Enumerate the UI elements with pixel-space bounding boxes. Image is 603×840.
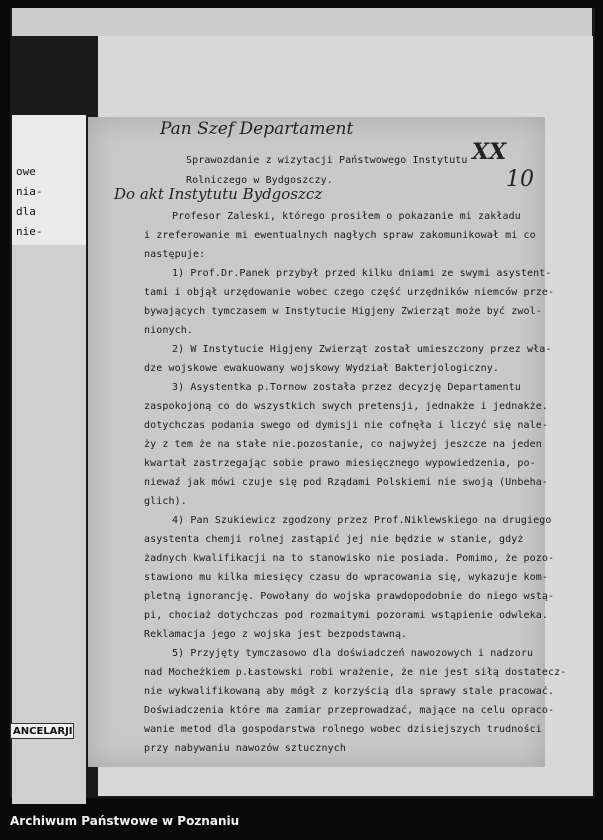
body-line: dotychczas podania swego od dymisji nie cofnęła i liczyć się nale-	[144, 420, 548, 431]
body-line: Doświadczenia które ma zamiar przeprowadzać, mające na celu opraco-	[144, 705, 555, 716]
body-line: 4) Pan Szukiewicz zgodzony przez Prof.Niklewskiego na drugiego	[172, 515, 552, 526]
body-line: 2) W Instytucie Higjeny Zwierząt został umieszczony przez wła-	[172, 344, 552, 355]
body-line: asystenta chemji rolnej zastąpić jej nie będzie w stanie, gdyż	[144, 534, 524, 545]
archive-label: Archiwum Państwowe w Poznaniu	[10, 814, 240, 828]
body-line: 3) Asystentka p.Tornow została przez decyzję Departamentu	[172, 382, 521, 393]
body-line: ży z tem że na stałe nie.pozostanie, co najwyżej jeszcze na jeden	[144, 439, 542, 450]
body-line: stawiono mu kilka miesięcy czasu do wpracowania się, wykazuje kom-	[144, 572, 548, 583]
body-line: Reklamacja jego z wojska jest bezpodstawną.	[144, 629, 408, 640]
handwritten-page-number: 10	[506, 167, 534, 192]
body-line: wanie metod dla gospodarstwa rolnego wobec dzisiejszych trudności	[144, 724, 542, 735]
handwritten-heading: Pan Szef Departament	[160, 119, 354, 139]
body-line: dze wojskowe ewakuowany wojskowy Wydział Bakterjologiczny.	[144, 363, 499, 374]
handwritten-mark: XX	[472, 139, 507, 165]
body-line: bywających tymczasem w Instytucie Higjeny Zwierząt może być zwol-	[144, 306, 542, 317]
kancelarii-stamp: ANCELARJI	[10, 723, 74, 739]
body-line: żadnych kwalifikacji na to stanowisko nie posiada. Pomimo, że pozo-	[144, 553, 555, 564]
body-line: następuje:	[144, 249, 206, 260]
body-line: pi, chociaż dotychczas pod rozmaitymi pozorami wstąpienie odwleka.	[144, 610, 548, 621]
archive-footer	[0, 804, 603, 840]
left-fragment-4: nie-	[16, 225, 43, 238]
document-title-line-1: Sprawozdanie z wizytacji Państwowego Instytutu	[186, 155, 468, 166]
top-paper-edge	[12, 8, 592, 36]
body-line: nionych.	[144, 325, 193, 336]
body-line: tami i objął urzędowanie wobec czego część urzędników niemców prze-	[144, 287, 555, 298]
body-line: Profesor Zaleski, którego prosiłem o pokazanie mi zakładu	[172, 211, 521, 222]
body-line: nad Mocheżkiem p.Łastowski robi wrażenie, że nie jest siłą dostatecz-	[144, 667, 567, 678]
left-fragment-3: dla	[16, 205, 36, 218]
document-title-line-2: Rolniczego w Bydgoszczy.	[186, 175, 333, 186]
body-line: pletną ignorancję. Powołany do wojska prawdopodobnie do niego wstą-	[144, 591, 555, 602]
body-line: i zreferowanie mi ewentualnych nagłych spraw zakomunikował mi co	[144, 230, 536, 241]
body-line: 5) Przyjęty tymczasowo dla doświadczeń nawozowych i nadzoru	[172, 648, 534, 659]
body-line: zaspokojoną co do wszystkich swych pretensji, jednakże i jednakże.	[144, 401, 548, 412]
body-line: 1) Prof.Dr.Panek przybył przed kilku dniami ze swymi asystent-	[172, 268, 552, 279]
left-fragment-2: nia-	[16, 185, 43, 198]
left-fragment-1: owe	[16, 165, 36, 178]
body-line: przy nabywaniu nawozów sztucznych	[144, 743, 346, 754]
body-line: kwartał zastrzegając sobie prawo miesięcznego wypowiedzenia, po-	[144, 458, 536, 469]
handwritten-note: Do akt Instytutu Bydgoszcz	[114, 185, 323, 203]
body-line: glich).	[144, 496, 187, 507]
body-line: nie wykwalifikowaną aby mógł z korzyścią dla sprawy stale pracować.	[144, 686, 555, 697]
document-page	[88, 117, 567, 767]
body-line: niewaź jak mówi czuje się pod Rządami Polskiemi nie swoją (Unbeha-	[144, 477, 548, 488]
